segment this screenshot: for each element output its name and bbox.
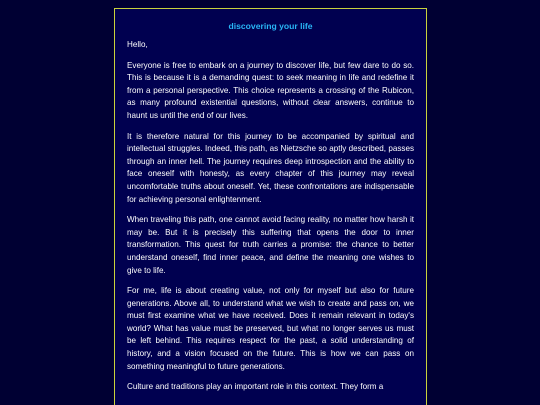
- letter-paragraph: When traveling this path, one cannot avoid facing reality, no matter how harsh it may be. But it is precisely this suffering that opens the door to inner transformation. This quest for truth carries a promise: the chance to better understand oneself, find inner peace, and define the meaning one wishes to give to life.: [127, 215, 414, 275]
- letter-panel: [114, 8, 427, 405]
- letter-paragraph: Culture and traditions play an important role in this context. They form a: [127, 382, 384, 392]
- letter-paragraph: For me, life is about creating value, not only for myself but also for future generations. Above all, to understand what we wish to create and pass on, we must first examine what we have received. Does it remain relevant in today's world? What has value must be preserved, but what no longer serves us must be left behind. This requires respect for the past, a solid understanding of history, and a vision focused on the future. This is how we can pass on something meaningful to future generations.: [127, 286, 414, 371]
- letter-paragraph: It is therefore natural for this journey to be accompanied by spiritual and intellectual struggles. Indeed, this path, as Nietzsche so aptly described, passes through an inner hell. The journey requires deep introspection and the ability to face oneself with honesty, as every chapter of this journey may reveal uncomfortable truths about oneself. Yet, these confrontations are indispensable for achieving personal enlightenment.: [127, 131, 414, 204]
- letter-greeting: Hello,: [127, 40, 148, 49]
- letter-paragraph: Everyone is free to embark on a journey to discover life, but few dare to do so. This is because it is a demanding quest: to seek meaning in life and redefine it from a personal perspective. This choice represents a crossing of the Rubicon, as many profound existential questions, without clear answers, continue to haunt us until the end of our lives.: [127, 60, 414, 120]
- letter-title: discovering your life: [228, 21, 313, 31]
